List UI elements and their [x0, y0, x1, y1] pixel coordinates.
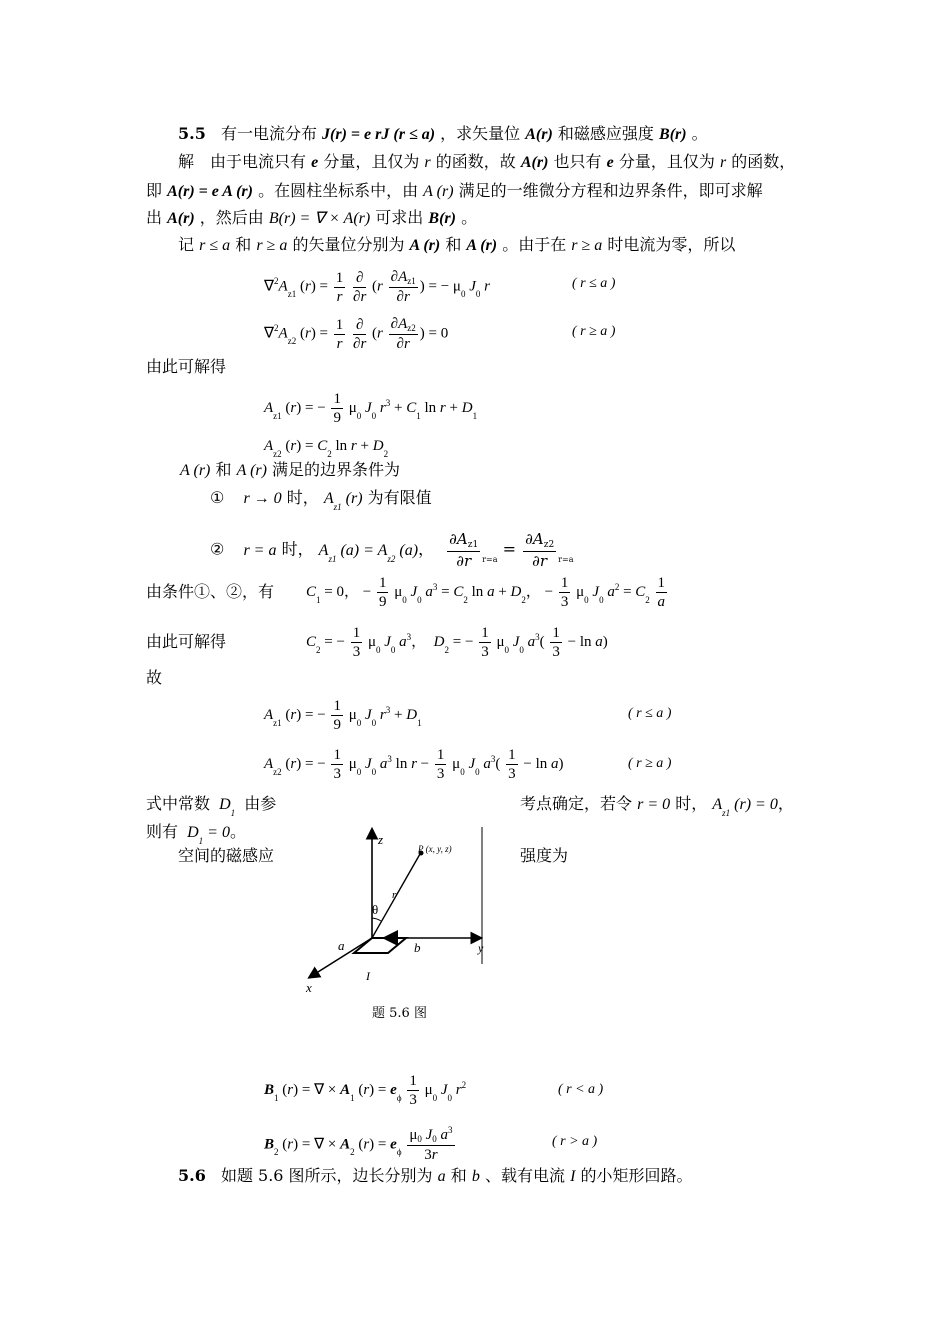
constants-equation: $C_1 = 0$， − $\frac{1}{9}$ $\mu_0$ $J_0$ $a^3 = C_2$ $\ln a + D_2$， − $\frac{1}{3}$ $\mu_0$ $J_0$ $a^2 = C_2$ $\frac{1}{a}$ — [306, 575, 666, 610]
problem-number: 5.6 — [178, 1166, 206, 1185]
solution-text: 记 — [178, 235, 195, 254]
solution-text: 分量，且仅为 — [323, 152, 420, 171]
figure-caption: 题 5.6 图 — [372, 1006, 427, 1021]
magnetic-field-inner: $B_1$ (r) = ∇ × $A_1$ $(r) = e_\phi$ $\frac{1}{3}$ $\mu_0$ $J_0$ $r^2$ — [264, 1073, 467, 1108]
magnetic-field-outer: $B_2$ (r) = ∇ × $A_2$ $(r) = e_\phi$ $\frac{\mu_0 J_0 a^3}{3r}$ — [264, 1125, 453, 1163]
general-solution-inner: $A_{z1}$ (r) = − $\frac{1}{9}$ $\mu_0$ $J_0$ $r^3 + C_1$ $\ln r + D_1$ — [264, 391, 478, 426]
problem-text: ，求矢量位 — [440, 124, 521, 143]
solution-text: 由参 — [244, 794, 277, 813]
problem-text: 和磁感应强度 — [557, 124, 654, 143]
problem-5-5 — [178, 124, 708, 145]
problem-text: 的小矩形回路。 — [580, 1166, 693, 1185]
unit-vector: e — [311, 154, 319, 171]
vector-potential-symbol: A(r) — [520, 154, 549, 171]
solution-text: 可求出 — [375, 208, 424, 227]
solution-text: 即 — [146, 181, 163, 200]
solution-text: ，然后由 — [199, 208, 264, 227]
solution-text: 。由于在 — [502, 235, 567, 254]
solution-line-1 — [178, 152, 795, 173]
solve-text: 由此可解得 — [146, 632, 227, 651]
variable-i: I — [570, 1168, 576, 1185]
label-b: b — [414, 940, 421, 955]
solve-text: 由此可解得 — [146, 357, 227, 376]
label-z: z — [378, 832, 384, 847]
label-theta: θ — [372, 902, 379, 917]
problem-text: 、载有电流 — [484, 1166, 565, 1185]
vector-potential-component: A (r) — [180, 462, 211, 479]
condition-inner: ( r ≤ a ) — [572, 276, 616, 291]
current-density-expr: J(r) = e rJ (r ≤ a) — [322, 126, 436, 143]
magnetic-field-symbol: B(r) — [659, 126, 687, 143]
label-x: x — [306, 980, 312, 995]
solution-text: 时， — [286, 488, 319, 507]
variable-r: r — [719, 154, 727, 171]
equation-laplace-outer: $\nabla^2A_{z2}$ (r) = $\frac{1}{r}$ $\frac{\partial}{\partial r}$ (r $\frac{\partial A_{z2}}{\partial r}$ ) = 0 — [264, 316, 449, 352]
therefore-text: 故 — [146, 668, 163, 687]
problem-text: 和 — [450, 1166, 467, 1185]
problem-text: 如题 5.6 图所示，边长分别为 — [220, 1166, 433, 1185]
vector-potential-symbol: A(r) — [167, 210, 195, 227]
curl-expr: B(r) = ∇ × A(r) — [268, 210, 371, 227]
solution-text: 和 — [445, 235, 462, 254]
region-outer: r ≥ a — [571, 237, 603, 254]
condition-outer: ( r > a ) — [552, 1134, 598, 1149]
final-solution-inner: $A_{z1}$ (r) = − $\frac{1}{9}$ $\mu_0$ $J_0$ $r^3 + D_1$ — [264, 698, 422, 733]
vector-potential-2: A (r) — [466, 237, 498, 254]
solution-text: 为有限值 — [367, 488, 432, 507]
boundary-condition-2: ② r = a 时， $A_{z1}$ $(a) = A_{z2}$ (a)， $\frac{\partial A_{z1}}{\partial r}$ $_{r=a}$ = $\frac{\partial A_{z2}}{\partial r}$ $_{r=a}$ — [210, 530, 574, 570]
variable-r: r — [424, 154, 431, 171]
boundary-intro — [180, 460, 400, 481]
solution-text: 式中常数 — [146, 794, 211, 813]
label-r: r — [392, 889, 397, 901]
condition-outer: ( r ≥ a ) — [628, 756, 672, 771]
solution-text: 。在圆柱坐标系中，由 — [258, 181, 419, 200]
solution-text: 分量，且仅为 — [618, 152, 715, 171]
problem-text: 。 — [691, 124, 708, 143]
vector-potential-1: A (r) — [409, 237, 441, 254]
general-solution-outer: $A_{z2}$ $(r) = C_2$ $\ln r + D_2$ — [264, 438, 389, 459]
boundary-condition-1: ① r → 0 时， $A_{z1}$ (r) 为有限值 — [210, 488, 432, 512]
solution-text: 时， — [281, 539, 314, 559]
reference-line-c: 则有 $D_1 = 0$。 — [146, 822, 246, 846]
vector-potential-expr: A(r) = e A (r) — [167, 183, 253, 200]
solution-line-2 — [146, 181, 763, 202]
constants-solution: $C_2$ = − $\frac{1}{3}$ $\mu_0$ $J_0$ $a^3$， $D_2$ = − $\frac{1}{3}$ $\mu_0$ $J_0$ $a^3$( $\frac{1}{3}$ − ln a) — [306, 625, 608, 660]
solution-text: 的函数，故 — [435, 152, 516, 171]
label-y: y — [478, 941, 484, 955]
problem-number: 5.5 — [178, 124, 206, 143]
solution-text: 出 — [146, 208, 163, 227]
reference-line-b: 考点确定，若令 r = 0 时， $A_{z1}$ (r) = 0， — [520, 794, 794, 818]
magnetic-intro-b: 强度为 — [520, 846, 569, 865]
solution-text: 的矢量位分别为 — [292, 235, 405, 254]
current-loop — [354, 938, 406, 953]
solution-line-4 — [178, 235, 735, 256]
conditions-text: 由条件①、②，有 — [146, 582, 275, 601]
marker-1: ① — [210, 488, 225, 507]
solution-text: 时电流为零，所以 — [607, 235, 736, 254]
variable-b: b — [471, 1168, 480, 1185]
variable-a: a — [437, 1168, 446, 1185]
label-p: P (x, y, z) — [418, 844, 452, 854]
solution-text: 满足的边界条件为 — [272, 460, 401, 479]
condition-outer: ( r ≥ a ) — [572, 324, 616, 339]
unit-vector: e — [606, 154, 614, 171]
solution-text: 解 由于电流只有 — [178, 152, 307, 171]
vector-potential-symbol: A(r) — [525, 126, 553, 143]
marker-2: ② — [210, 539, 225, 559]
condition-inner: ( r < a ) — [558, 1082, 604, 1097]
condition-inner: ( r ≤ a ) — [628, 706, 672, 721]
vector-potential-component: A (r) — [236, 462, 267, 479]
figure-5-6 — [290, 822, 510, 1002]
solution-text: 满足的一维微分方程和边界条件，即可求解 — [458, 181, 763, 200]
solution-text: 时， — [675, 794, 708, 813]
region-inner: r ≤ a — [199, 237, 231, 254]
solution-text: 和 — [215, 460, 232, 479]
solution-text: 也只有 — [553, 152, 602, 171]
solution-text: 的函数， — [731, 152, 796, 171]
theta-arc — [372, 918, 381, 921]
vector-potential-component: A (r) — [423, 183, 454, 200]
solution-line-3 — [146, 208, 477, 229]
reference-line-a: 式中常数 $D_1$ 由参 — [146, 794, 277, 818]
solution-text: 则有 — [146, 822, 179, 841]
problem-5-6 — [178, 1166, 693, 1187]
problem-text: 有一电流分布 — [220, 124, 317, 143]
label-a: a — [338, 938, 345, 953]
solution-text: 。 — [229, 822, 246, 841]
region-outer: r ≥ a — [256, 237, 288, 254]
magnetic-field-symbol: B(r) — [428, 210, 456, 227]
label-i: I — [366, 969, 370, 983]
equation-laplace-inner: $\nabla^2A_{z1}$ (r) = $\frac{1}{r}$ $\frac{\partial}{\partial r}$ (r $\frac{\partial A_{z1}}{\partial r}$ ) = − $\mu_0$ $J_0$ r — [264, 269, 490, 305]
final-solution-outer: $A_{z2}$ (r) = − $\frac{1}{3}$ $\mu_0$ $J_0$ $a^3$ ln r − $\frac{1}{3}$ $\mu_0$ $J_0$ $a^3$( $\frac{1}{3}$ − ln a) — [264, 747, 564, 782]
solution-text: 。 — [461, 208, 478, 227]
solution-text: 考点确定，若令 — [520, 794, 633, 813]
magnetic-intro-a: 空间的磁感应 — [178, 846, 275, 865]
solution-text: 和 — [235, 235, 252, 254]
